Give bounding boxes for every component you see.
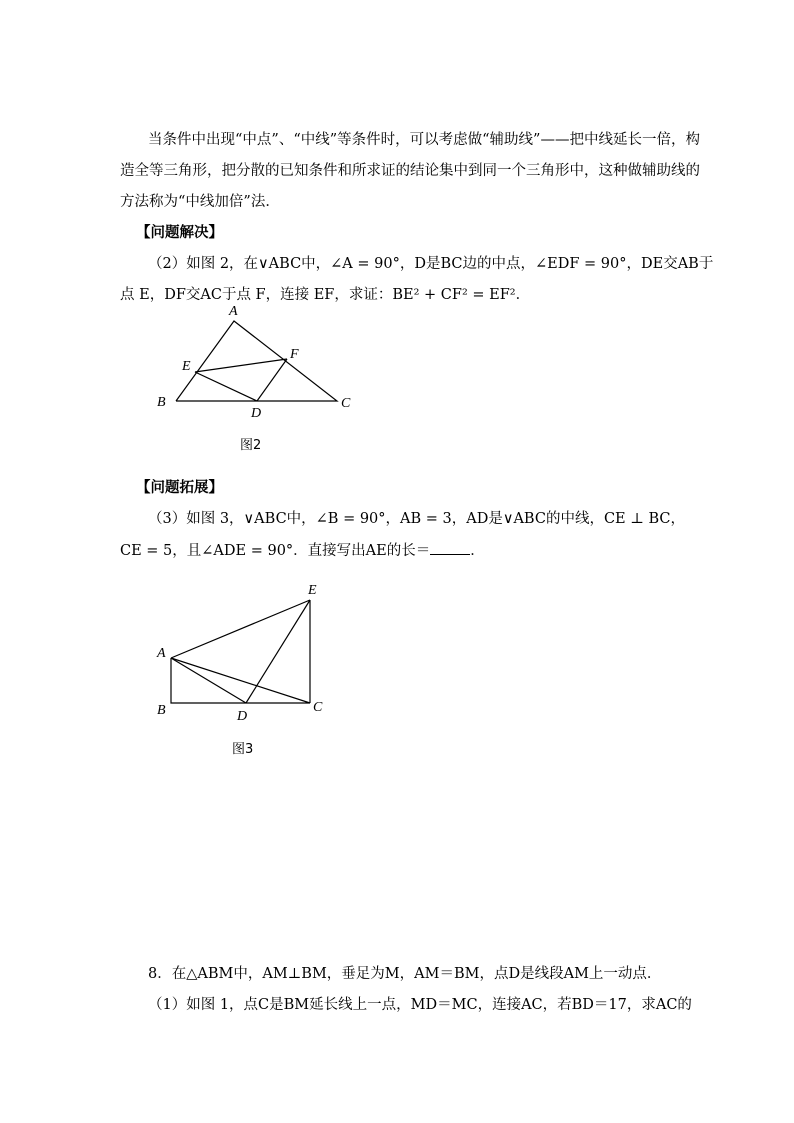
question-3-line-2-text: CE = 5，且∠ADE = 90°．直接写出AE的长＝ <box>120 543 431 559</box>
label-c: C <box>313 700 323 715</box>
label-e: E <box>182 359 191 374</box>
figure-3-caption: 图3 <box>232 742 254 757</box>
problem-8-line-2: （1）如图 1，点C是BM延长线上一点，MD＝MC，连接AC，若BD＝17，求AC的 <box>148 997 692 1013</box>
label-e: E <box>308 583 317 598</box>
question-3-line-1: （3）如图 3，∨ABC中，∠B = 90°，AB = 3，AD是∨ABC的中线，CE ⊥ BC， <box>148 511 686 527</box>
label-f: F <box>290 347 299 362</box>
triangle-abc <box>171 658 310 703</box>
label-d: D <box>237 709 248 723</box>
label-a: A <box>229 304 238 319</box>
question-2-line-2: 点 E，DF交AC于点 F，连接 EF，求证：BE² + CF² = EF²． <box>120 287 531 303</box>
intro-line-2: 造全等三角形，把分散的已知条件和所求证的结论集中到同一个三角形中，这种做辅助线的 <box>120 163 700 179</box>
segment-df <box>257 359 287 401</box>
intro-line-1: 当条件中出现“中点”、“中线”等条件时，可以考虑做“辅助线”——把中线延长一倍，构 <box>148 132 700 148</box>
segment-ef <box>195 359 287 372</box>
figure-3-diagram <box>150 578 340 723</box>
label-c: C <box>341 396 351 411</box>
question-3-line-2-end: ． <box>470 543 485 559</box>
label-b: B <box>157 395 166 410</box>
intro-line-3: 方法称为“中线加倍”法． <box>120 194 280 210</box>
segment-ae <box>171 600 310 658</box>
answer-blank[interactable] <box>430 540 470 555</box>
segment-de <box>246 600 310 703</box>
triangle-abc <box>176 321 337 401</box>
section-heading-problem-solving: 【问题解决】 <box>136 224 223 241</box>
question-2-line-1: （2）如图 2，在∨ABC中，∠A = 90°，D是BC边的中点，∠EDF = 90°，DE交AB于 <box>148 256 714 272</box>
section-heading-extension: 【问题拓展】 <box>136 479 223 496</box>
figure-2-caption: 图2 <box>240 438 262 453</box>
problem-8-line-1: 8．在△ABM中，AM⊥BM，垂足为M，AM＝BM，点D是线段AM上一动点． <box>148 966 662 982</box>
segment-ed <box>195 372 257 401</box>
label-b: B <box>157 703 166 718</box>
figure-2-diagram <box>140 295 370 430</box>
label-a: A <box>157 646 166 661</box>
label-d: D <box>251 406 262 421</box>
question-3-line-2 <box>120 540 485 561</box>
segment-ad <box>171 658 246 703</box>
